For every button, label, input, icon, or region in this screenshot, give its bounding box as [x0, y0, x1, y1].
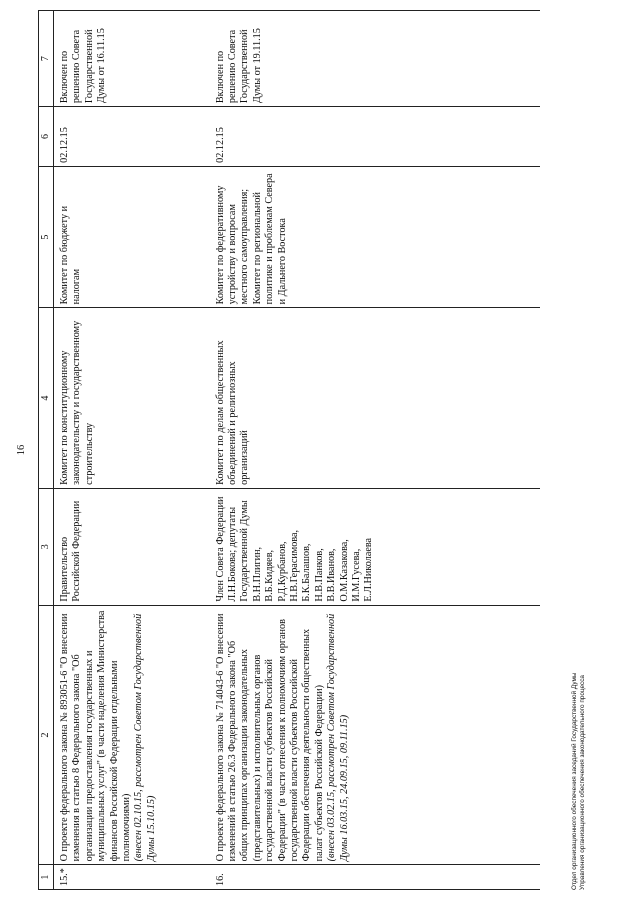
column-header: 5: [39, 166, 54, 308]
bill-title-cell: [54, 605, 210, 865]
bill-note: (внесен 02.10.15, рассмотрен Советом Государственной Думы 15.10.15): [133, 613, 157, 862]
column-header: 4: [39, 308, 54, 488]
table-row: [210, 11, 540, 890]
footer-line: Управления организационного обеспечения законодательного процесса: [579, 675, 586, 890]
item-number: 15.*: [54, 865, 210, 890]
footer: [571, 470, 587, 890]
column-header: 3: [39, 488, 54, 605]
column-header: 7: [39, 11, 54, 107]
date: 02.12.15: [54, 107, 210, 167]
table-row: [54, 11, 210, 890]
initiator: Правительство Российской Федерации: [54, 488, 210, 605]
status: Включен по решению Совета Государственной Думы от 19.11.15: [210, 11, 540, 107]
column-number-header: [39, 11, 54, 890]
bill-title-cell: [210, 605, 540, 865]
footer-line: Отдел организационного обеспечения заседаний Государственной Думы: [571, 672, 578, 890]
rotated-page: [16, 10, 601, 890]
item-number: 16.: [210, 865, 540, 890]
status: Включен по решению Совета Государственной Думы от 16.11.15: [54, 11, 210, 107]
agenda-table: [38, 10, 540, 890]
page-number: 16: [16, 444, 27, 456]
bill-title: О проекте федерального закона № 714043-6 "О внесении изменений в статью 26.3 Федерального закона "Об общих принципах организации законодательных (представительных) и исполнительных органов государственной власти субъектов Российской Федерации" (в части отнесения к полномочиям органов государственной власти субъектов Российской Федерации обеспечения деятельности общественных палат субъектов Российской Федерации): [214, 613, 325, 862]
responsible-committee: Комитет по делам общественных объединений и религиозных организаций: [210, 308, 540, 488]
column-header: 2: [39, 605, 54, 865]
column-header: 6: [39, 107, 54, 167]
bill-title: О проекте федерального закона № 893051-6 "О внесении изменения в статью 8 Федерального закона "Об организации предоставления государственных и муниципальных услуг" (в части наделения Министерства финансов Российской Федерации отдельными полномочиями): [59, 610, 133, 862]
column-header: 1: [39, 865, 54, 890]
initiator: Член Совета Федерации Л.Н.Бокова; депутаты Государственной Думы В.Н.Плигин, В.Б.Кидяев, Р.Д.Курбанов, Н.В.Герасимова, Б.К.Балашов, Н.В.Панков, В.В.Иванов, О.М.Казакова, И.М.Гусева, Е.Л.Николаева: [210, 488, 540, 605]
co-executor-committee: Комитет по бюджету и налогам: [54, 166, 210, 308]
co-executor-committee: Комитет по федеративному устройству и вопросам местного самоуправления; Комитет по региональной политике и проблемам Севера и Дальнего Востока: [210, 166, 540, 308]
date: 02.12.15: [210, 107, 540, 167]
bill-note: (внесен 03.02.15, рассмотрен Советом Государственной Думы 16.03.15, 24.09.15, 09.11.15): [326, 613, 350, 862]
responsible-committee: Комитет по конституционному законодательству и государственному строительству: [54, 308, 210, 488]
